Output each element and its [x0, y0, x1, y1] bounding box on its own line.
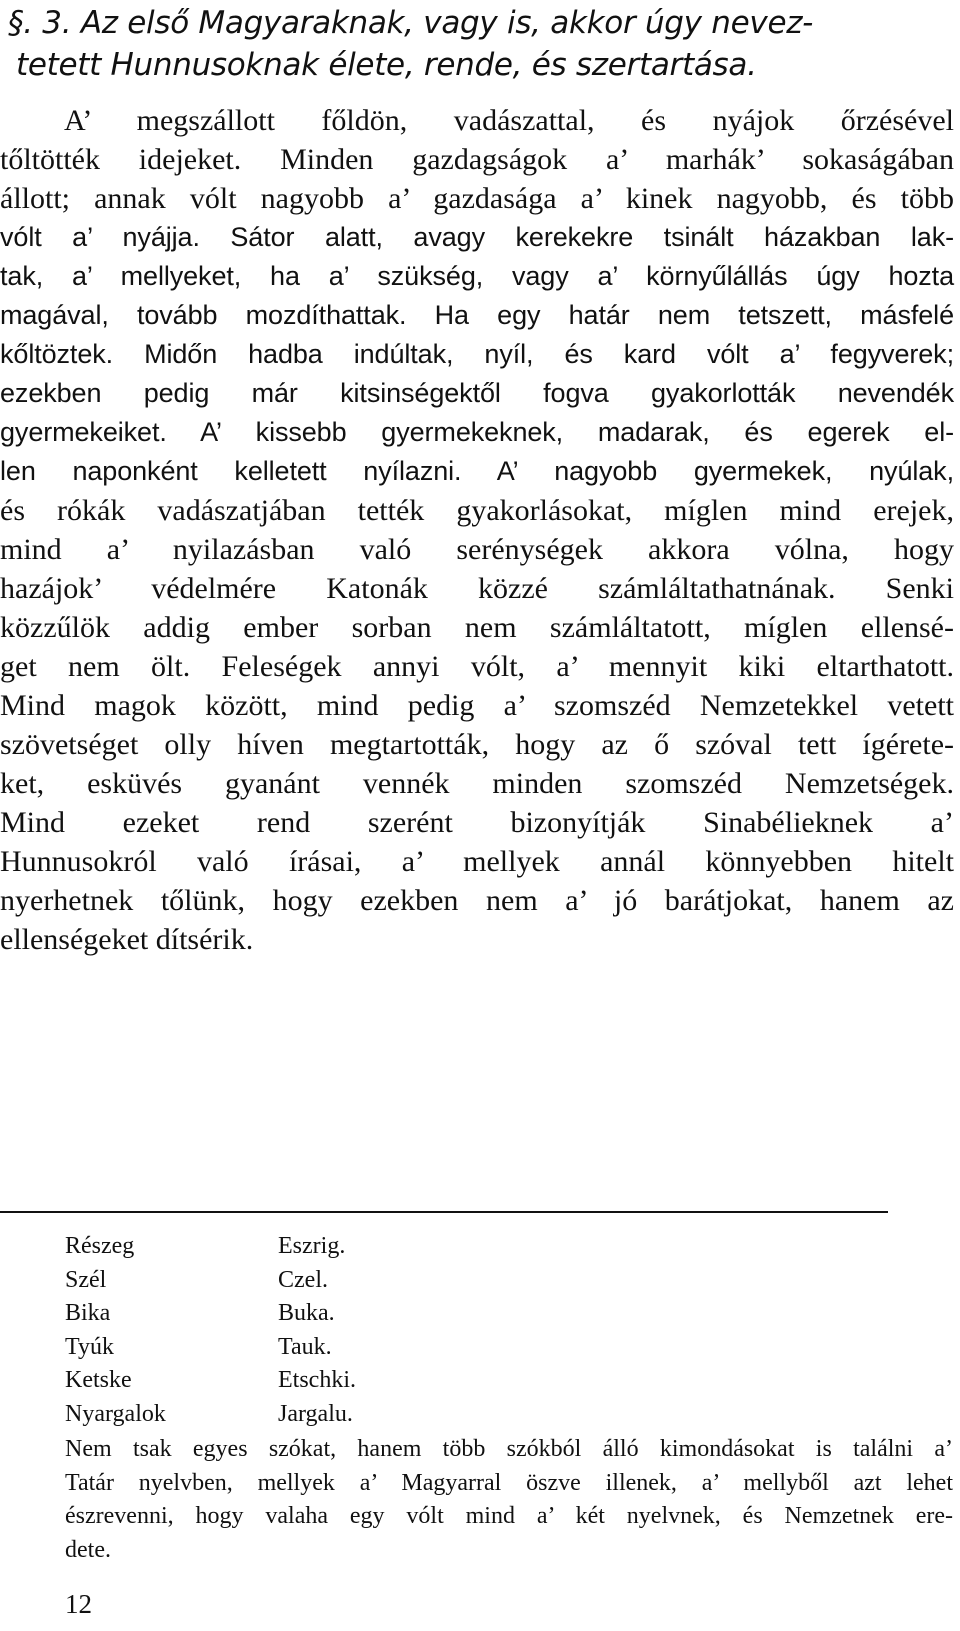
text-line: és rókák vadászatjában tették gyakorlásokat, míglen mind erejek, [0, 494, 954, 527]
glossary-row [65, 1331, 356, 1365]
text-line: get nem ölt. Feleségek annyi vólt, a’ mennyit kiki eltarthatott. [0, 650, 954, 683]
hungarian-word: Nyargalok [65, 1400, 166, 1427]
tatar-word: Buka. [278, 1300, 335, 1327]
text-line: tőltötték idejeket. Minden gazdagságok a’ marhák’ sokaságában [0, 143, 954, 176]
tatar-word: Etschki. [278, 1367, 356, 1394]
glossary-table [65, 1230, 356, 1432]
footnote-separator [0, 1211, 888, 1213]
text-line: vólt a’ nyájja. Sátor alatt, avagy kerekekre tsinált házakban lak- [0, 222, 954, 252]
tatar-word: Czel. [278, 1266, 328, 1293]
text-line: mind a’ nyilazásban való serénységek akkora vólna, hogy [0, 533, 954, 566]
text-line: közzűlök addig ember sorban nem számláltatott, míglen ellensé- [0, 611, 954, 644]
text-line: Mind magok között, mind pedig a’ szomszéd Nemzetekkel vetett [0, 689, 954, 722]
hungarian-word: Szél [65, 1266, 107, 1293]
glossary-row [65, 1364, 356, 1398]
heading-line: §. 3. Az első Magyaraknak, vagy is, akkor úgy nevez- [8, 5, 814, 41]
hungarian-word: Tyúk [65, 1333, 114, 1360]
text-line: tak, a’ mellyeket, ha a’ szükség, vagy a’ környűlállás úgy hozta [0, 261, 954, 291]
glossary-row [65, 1297, 356, 1331]
page-number: 12 [65, 1589, 92, 1619]
tatar-word: Tauk. [278, 1333, 332, 1360]
text-line: magával, tovább mozdíthattak. Ha egy határ nem tetszett, másfelé [0, 300, 954, 330]
text-line: len naponként kelletett nyílazni. A’ nagyobb gyermekek, nyúlak, [0, 456, 954, 486]
hungarian-word: Ketske [65, 1367, 132, 1394]
text-line: kőltöztek. Midőn hadba indúltak, nyíl, és kard vólt a’ fegyverek; [0, 339, 954, 369]
footnote-line: Nem tsak egyes szókat, hanem több szókból álló kimondásokat is találni a’ [65, 1436, 953, 1462]
hungarian-word: Részeg [65, 1233, 135, 1259]
footnote [65, 1433, 953, 1567]
hungarian-word: Bika [65, 1300, 111, 1327]
text-line: szövetséget olly híven megtartották, hogy az ő szóval tett ígérete- [0, 728, 954, 761]
text-line: ezekben pedig már kitsinségektől fogva gyakorlották nevendék [0, 378, 954, 408]
footnote-line: észrevenni, hogy valaha egy vólt mind a’ két nyelvnek, és Nemzetnek ere- [65, 1503, 953, 1529]
text-line: ket, esküvés gyanánt vennék minden szomszéd Nemzetségek. [0, 767, 954, 800]
tatar-word: Eszrig. [278, 1233, 346, 1259]
text-line: nyerhetnek tőlünk, hogy ezekben nem a’ jó barátjokat, hanem az [0, 884, 954, 917]
heading-line: tetett Hunnusoknak élete, rende, és szertartása. [16, 47, 757, 83]
text-line: Mind ezeket rend szerént bizonyítják Sinabélieknek a’ [0, 806, 954, 839]
glossary-row [65, 1264, 356, 1298]
footnote-line: Tatár nyelvben, mellyek a’ Magyarral öszve illenek, a’ mellyből azt lehet [65, 1469, 953, 1496]
section-heading [8, 2, 948, 86]
glossary-row [65, 1230, 356, 1264]
body-paragraph [0, 101, 960, 959]
text-line: állott; annak vólt nagyobb a’ gazdasága a’ kinek nagyobb, és több [0, 182, 954, 215]
text-line: Hunnusokról való írásai, a’ mellyek annál könnyebben hitelt [0, 845, 954, 878]
tatar-word: Jargalu. [278, 1400, 353, 1427]
text-line: gyermekeiket. A’ kissebb gyermekeknek, madarak, és egerek el- [0, 417, 954, 447]
glossary-row [65, 1398, 356, 1432]
text-line: A’ megszállott főldön, vadászattal, és nyájok őrzésével [64, 104, 954, 137]
text-line: hazájok’ védelmére Katonák közzé számláltathatnának. Senki [0, 572, 954, 605]
text-line: ellenségeket dítsérik. [0, 923, 254, 956]
footnote-line: dete. [65, 1536, 111, 1563]
